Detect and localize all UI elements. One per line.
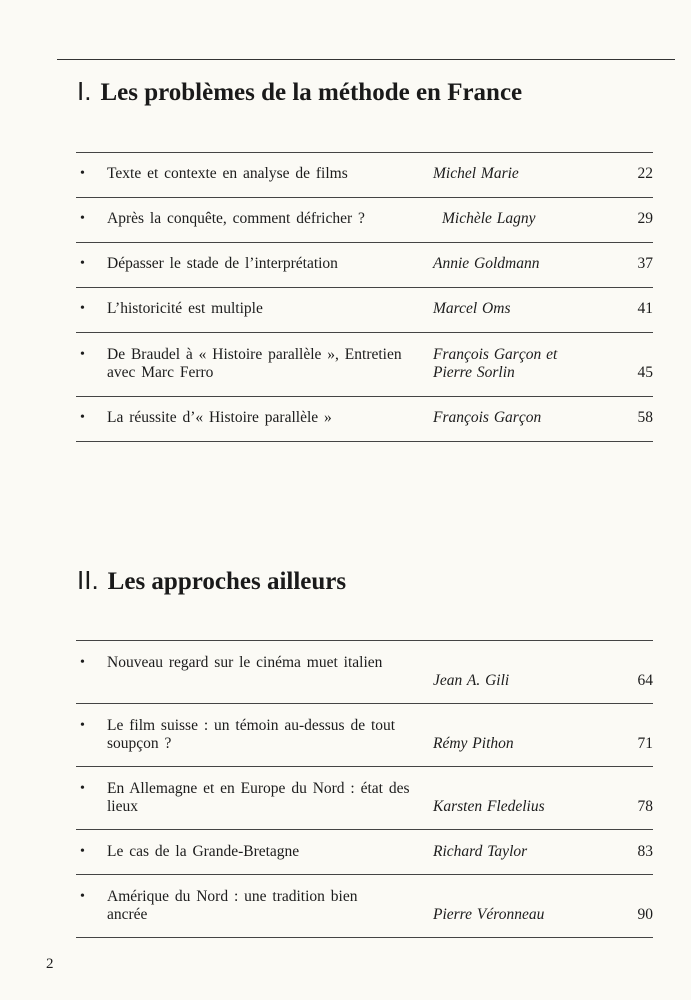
toc-entry[interactable] <box>76 288 653 333</box>
bullet-icon: • <box>80 844 85 859</box>
entry-title: Texte et contexte en analyse de films <box>107 165 348 182</box>
entry-author: Rémy Pithon <box>433 735 514 752</box>
entry-author: Marcel Oms <box>433 300 511 317</box>
entry-page: 83 <box>637 843 653 860</box>
entry-page: 41 <box>637 300 653 317</box>
bullet-icon: • <box>80 347 85 362</box>
bullet-icon: • <box>80 781 85 796</box>
entry-author: Michèle Lagny <box>442 210 536 227</box>
toc-entry[interactable] <box>76 830 653 875</box>
section-numeral-2: II. <box>77 565 99 595</box>
toc-entry[interactable] <box>76 243 653 288</box>
entry-title: En Allemagne et en Europe du Nord : état des lieux <box>107 780 410 815</box>
entry-page: 90 <box>637 906 653 923</box>
entry-title: Amérique du Nord : une tradition bien ancrée <box>107 888 358 923</box>
entry-author: François Garçon et Pierre Sorlin <box>433 346 558 381</box>
entry-title: Le cas de la Grande-Bretagne <box>107 843 300 860</box>
bullet-icon: • <box>80 718 85 733</box>
bullet-icon: • <box>80 166 85 181</box>
bullet-icon: • <box>80 889 85 904</box>
toc-list-section-2 <box>76 640 653 938</box>
top-rule <box>57 59 675 60</box>
bullet-icon: • <box>80 211 85 226</box>
entry-author: Jean A. Gili <box>433 672 510 689</box>
toc-entry[interactable] <box>76 704 653 767</box>
toc-entry[interactable] <box>76 875 653 938</box>
entry-title: Nouveau regard sur le cinéma muet italien <box>107 654 383 671</box>
entry-page: 45 <box>637 364 653 381</box>
entry-title: Le film suisse : un témoin au-dessus de tout soupçon ? <box>107 717 396 752</box>
toc-entry[interactable] <box>76 198 653 243</box>
entry-page: 64 <box>637 672 653 689</box>
bullet-icon: • <box>80 655 85 670</box>
toc-entry[interactable] <box>76 767 653 830</box>
entry-title: Après la conquête, comment défricher ? <box>107 210 365 227</box>
entry-page: 37 <box>637 255 653 272</box>
toc-entry[interactable] <box>76 397 653 442</box>
section-numeral-1: I. <box>77 76 92 106</box>
entry-title: De Braudel à « Histoire parallèle », Entretien avec Marc Ferro <box>107 346 402 381</box>
entry-author: Richard Taylor <box>433 843 528 860</box>
page-number: 2 <box>46 956 54 972</box>
bullet-icon: • <box>80 256 85 271</box>
entry-page: 22 <box>637 165 653 182</box>
entry-page: 58 <box>637 409 653 426</box>
entry-title: L’historicité est multiple <box>107 300 263 317</box>
toc-entry[interactable] <box>76 153 653 198</box>
section-heading-1 <box>77 76 522 108</box>
bullet-icon: • <box>80 410 85 425</box>
bullet-icon: • <box>80 301 85 316</box>
entry-author: Pierre Véronneau <box>433 906 545 923</box>
entry-author: François Garçon <box>433 409 542 426</box>
entry-page: 71 <box>637 735 653 752</box>
section-heading-2 <box>77 565 346 597</box>
toc-entry[interactable] <box>76 333 653 397</box>
section-title-1: Les problèmes de la méthode en France <box>100 79 523 106</box>
entry-author: Annie Goldmann <box>433 255 540 272</box>
entry-author: Karsten Fledelius <box>433 798 545 815</box>
entry-page: 29 <box>637 210 653 227</box>
toc-list-section-1 <box>76 152 653 442</box>
entry-page: 78 <box>637 798 653 815</box>
entry-author: Michel Marie <box>433 165 519 182</box>
entry-title: La réussite d’« Histoire parallèle » <box>107 409 332 426</box>
section-title-2: Les approches ailleurs <box>107 568 347 595</box>
toc-entry[interactable] <box>76 641 653 704</box>
entry-title: Dépasser le stade de l’interprétation <box>107 255 338 272</box>
